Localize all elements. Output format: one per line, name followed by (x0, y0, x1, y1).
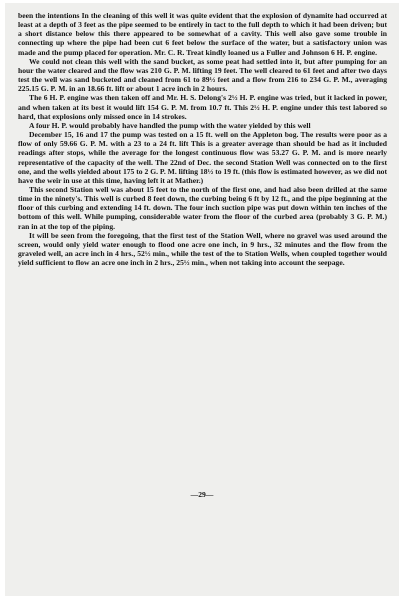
paragraph-7: It will be seen from the foregoing, that the first test of the Station Well, where no gravel was used around the screen, would only yield water enough to flood one acre one inch, in 9 hrs., 32 minutes and the flow from the graveled well, an acre inch in 4 hrs., 52½ min., while the test of the to Station Wells, when coupled together would yield sufficient to flow an acre one inch in 2 hrs., 25½ min., when not taking into account the seepage. (18, 230, 387, 268)
paragraph-6: This second Station well was about 15 feet to the north of the first one, and had also been drilled at the same time in the ninety's. This well is curbed 8 feet down, the curbing being 6 ft by 12 ft., and the pipe beginning at the floor of this curbing and extending 14 ft. down. The four inch suction pipe was put down within ten inches of the bottom of this well. While pumping, considerable water from the floor of the curbed area (probably 3 G. P. M.) ran in at the top of the piping. (18, 184, 387, 231)
paragraph-4: A four H. P. would probably have handled the pump with the water yielded by this well (29, 120, 311, 130)
paragraph-3: The 6 H. P. engine was then taken off and Mr. H. S. Delong's 2½ H. P. engine was tried, but it lacked in power, and when taken at its best it would lift 154 G. P. M. from 10.7 ft. This 2½ H. P. engine under this test labored so hard, that explosions only missed once in 14 strokes. (18, 93, 387, 121)
paragraph-1: been the intentions In the cleaning of this well it was quite evident that the explosion of dynamite had occurred at least at a depth of 3 feet as the pipe seemed to be entirely in tact to the full depth to which it had been driven; but a short distance below this there appeared to be somewhat of a cavity. This well also gave some trouble in connecting up where the pipe had been cut 6 feet below the surface of the water, but a satisfactory union was made and the pump placed for operation. Mr. C. R. Treat kindly loaned us a Fuller and Johnson 6 H. P. engine. (18, 11, 387, 57)
document-page (5, 3, 399, 596)
body-text (18, 11, 387, 267)
paragraph-2: We could not clean this well with the sand bucket, as some peat had settled into it, but after pumping for an hour the water cleared and the flow was 210 G. P. M. lifting 19 feet. The well cleared to 61 feet and after two days test the well was sand bucketed and cleaned from 61 to 89½ feet and a flow from 216 to 234 G. P. M., averaging 225.15 G. P. M. in an 18.66 ft. lift or about 1 acre inch in 2 hours. (18, 56, 387, 94)
paragraph-5: December 15, 16 and 17 the pump was tested on a 15 ft. well on the Appleton bog. The results were poor as a flow of only 59.66 G. P. M. with a 23 to a 24 ft. lift This is a greater average than should be had as it included readings after stops, while the average for the longest continuous flow was 53.27 G. P. M. and is more nearly representative of the capacity of the well. The 22nd of Dec. the second Station Well was connected on to the first one, and the wells yielded about 175 to 2 G. P. M. lifting 18½ to 19 ft. (this flow is estimated however, as we did not have the weir in use at this time, having left it at Mather.) (18, 130, 387, 185)
page-number: —29— (190, 490, 214, 499)
